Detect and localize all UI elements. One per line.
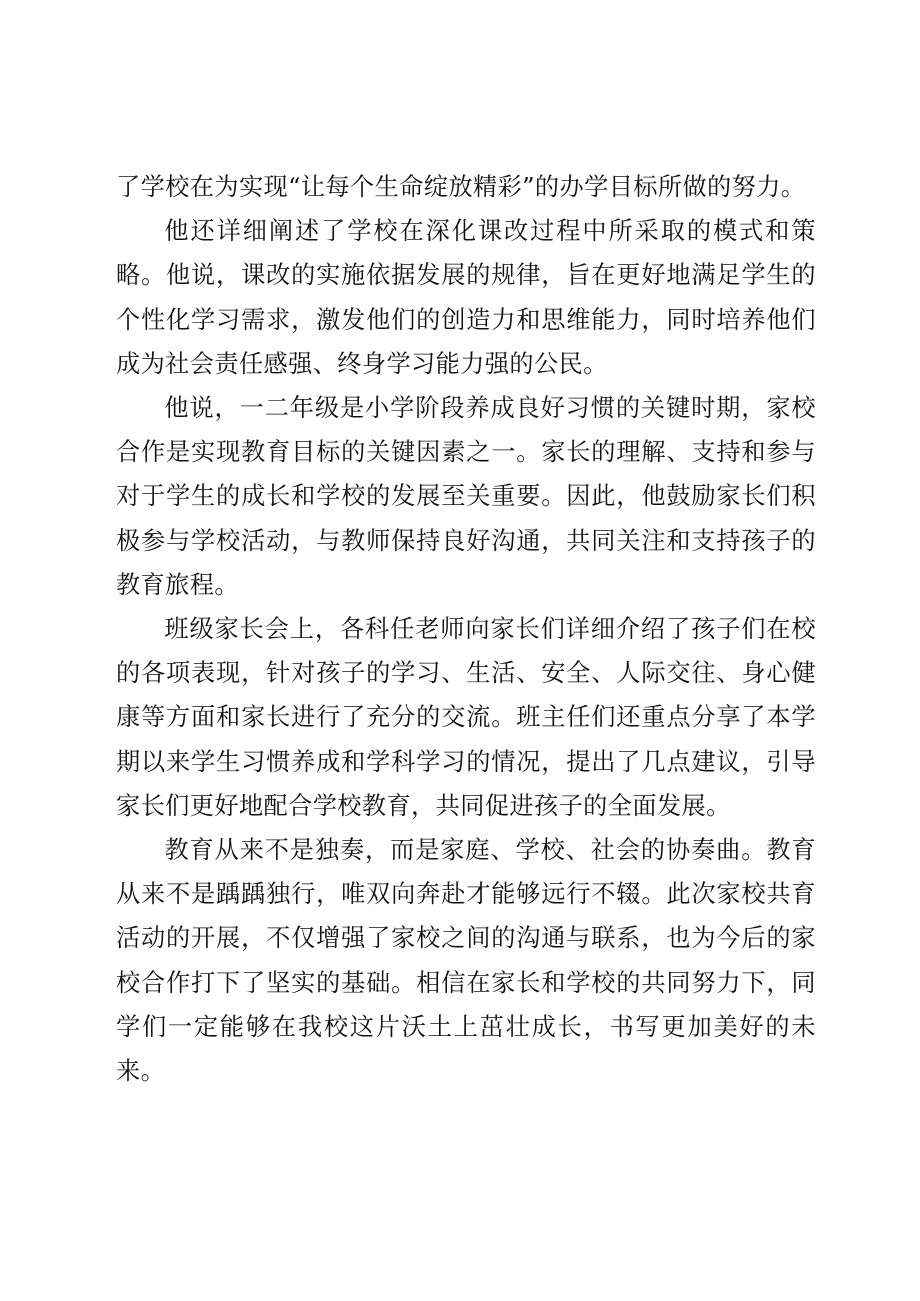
paragraph-curriculum-reform: 他还详细阐述了学校在深化课改过程中所采取的模式和策略。他说，课改的实施依据发展的规律，旨在更好地满足学生的个性化学习需求，激发他们的创造力和思维能力，同时培养他们成为社会责任感强、终身学习能力强的公民。: [116, 217, 816, 378]
paragraph-continuation: 了学校在为实现“让每个生命绽放精彩”的办学目标所做的努力。: [116, 173, 806, 201]
paragraph-class-parent-meeting: 班级家长会上，各科任老师向家长们详细介绍了孩子们在校的各项表现，针对孩子的学习、生活、安全、人际交往、身心健康等方面和家长进行了充分的交流。班主任们还重点分享了本学期以来学生习惯养成和学科学习的情况，提出了几点建议，引导家长们更好地配合学校教育，共同促进孩子的全面发展。: [116, 615, 816, 820]
paragraph-conclusion: 教育从来不是独奏，而是家庭、学校、社会的协奏曲。教育从来不是踽踽独行，唯双向奔赴才能够远行不辍。此次家校共育活动的开展，不仅增强了家校之间的沟通与联系，也为今后的家校合作打下了坚实的基础。相信在家长和学校的共同努力下，同学们一定能够在我校这片沃土上茁壮成长，书写更加美好的未来。: [116, 836, 816, 1086]
paragraph-home-school-cooperation: 他说，一二年级是小学阶段养成良好习惯的关键时期，家校合作是实现教育目标的关键因素之一。家长的理解、支持和参与对于学生的成长和学校的发展至关重要。因此，他鼓励家长们积极参与学校活动，与教师保持良好沟通，共同关注和支持孩子的教育旅程。: [116, 394, 816, 599]
document-body: [116, 165, 816, 1093]
